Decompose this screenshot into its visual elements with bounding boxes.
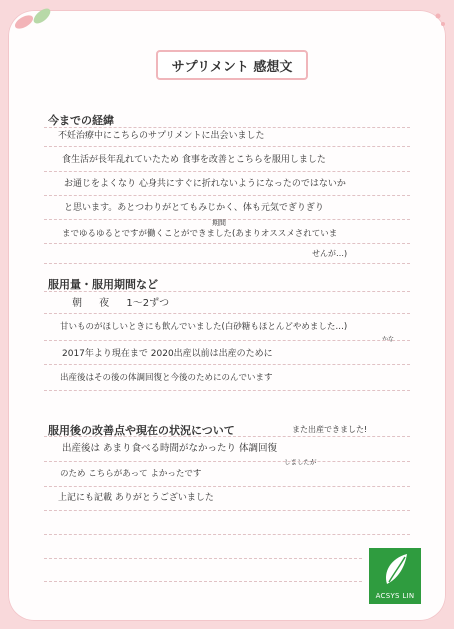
improvement-line-3: 上記にも記載 ありがとうございました bbox=[58, 493, 214, 503]
divider bbox=[44, 558, 362, 559]
letter-card bbox=[8, 10, 446, 621]
improvement-note: また出産できました! bbox=[292, 425, 368, 434]
logo-text: ACSYS LIN bbox=[375, 592, 415, 600]
section-improvement-heading: 服用後の改善点や現在の状況について bbox=[48, 424, 235, 437]
dosage-line-4: 出産後はその後の体調回復と今後のためにのんでいます bbox=[60, 373, 273, 383]
improvement-line-2: のため こちらがあって よかったです bbox=[60, 469, 202, 479]
history-annotation: 期間 bbox=[212, 219, 226, 227]
improvement-line-1: 出産後は あまり食べる時間がなかったり 体調回復 bbox=[62, 443, 278, 454]
dosage-line-3: 2017年より現在まで 2020出産以前は出産のために bbox=[62, 349, 273, 359]
divider bbox=[44, 171, 410, 172]
divider bbox=[44, 243, 410, 244]
dosage-line-1: 朝 夜 1〜2ずつ bbox=[72, 298, 170, 309]
history-line-5: までゆるゆるとですが働くことができました(あまりオススメされていま bbox=[62, 229, 338, 239]
leaves-icon bbox=[12, 4, 56, 34]
divider bbox=[44, 436, 410, 437]
history-line-2: 食生活が長年乱れていたため 食事を改善とこちらを服用しました bbox=[62, 155, 326, 165]
divider bbox=[44, 534, 410, 535]
dosage-line-2: 甘いものがほしいときにも飲んでいました(白砂糖もほとんどやめました…) bbox=[60, 322, 348, 332]
divider bbox=[44, 263, 410, 264]
history-line-4: と思います。あとつわりがとてもみじかく、体も元気でぎりぎり bbox=[64, 203, 324, 213]
leaf-icon bbox=[369, 548, 421, 592]
divider bbox=[44, 291, 410, 292]
divider bbox=[44, 195, 410, 196]
dosage-annotation: かな bbox=[382, 336, 395, 343]
history-line-6: せんが…) bbox=[312, 249, 348, 258]
divider bbox=[44, 313, 410, 314]
history-line-3: お通じをよくなり 心身共にすぐに折れないようになったのではないか bbox=[64, 179, 346, 189]
dots-icon bbox=[434, 12, 448, 32]
section-dosage-heading: 服用量・服用期間など bbox=[48, 278, 158, 291]
divider bbox=[44, 340, 410, 341]
improvement-annotation: しましたが bbox=[284, 458, 317, 466]
divider bbox=[44, 461, 410, 462]
page-title: サプリメント 感想文 bbox=[156, 50, 308, 80]
divider bbox=[44, 581, 362, 582]
divider bbox=[44, 390, 410, 391]
acsys-lin-logo bbox=[369, 548, 421, 604]
divider bbox=[44, 510, 410, 511]
divider bbox=[44, 364, 410, 365]
history-line-1: 不妊治療中にこちらのサプリメントに出会いました bbox=[58, 131, 265, 141]
section-history-heading: 今までの経緯 bbox=[48, 114, 114, 127]
divider bbox=[44, 219, 410, 220]
divider bbox=[44, 486, 410, 487]
divider bbox=[44, 146, 410, 147]
